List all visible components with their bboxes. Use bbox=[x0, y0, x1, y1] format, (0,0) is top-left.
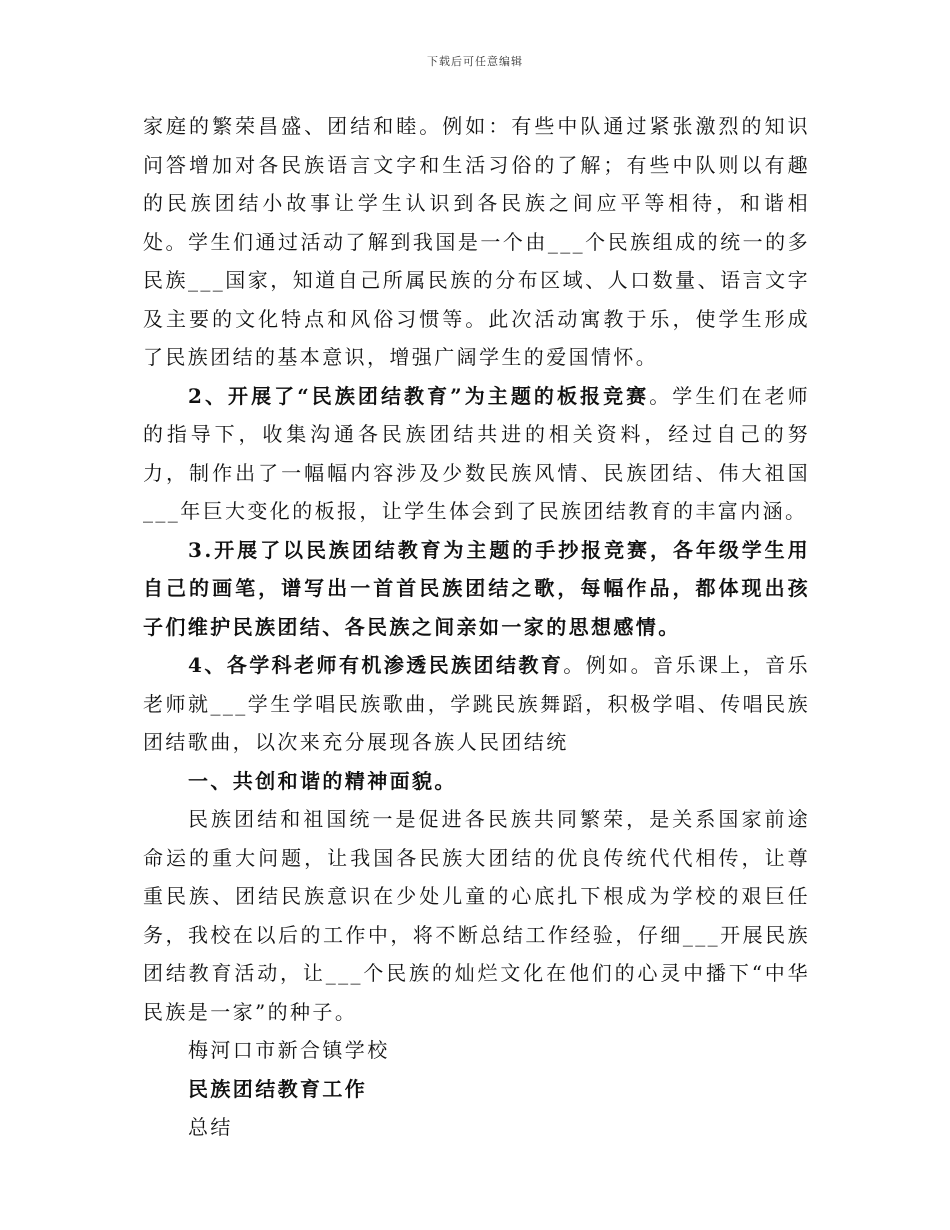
document-title: 民族团结教育工作 bbox=[188, 1076, 368, 1101]
section-heading: 一、共创和谐的精神面貌。 bbox=[188, 768, 457, 793]
item-2-text: 。学生们在老师的指导下，收集沟通各民族团结共进的相关资料，经过自己的努力，制作出了一幅幅内容涉及少数民族风情、民族团结、伟大祖国___年巨大变化的板报，让学生体会到了民族团结教育的丰富内涵。 bbox=[143, 383, 810, 523]
item-4-paragraph bbox=[143, 646, 810, 762]
item-4-text: 。例如。音乐课上，音乐老师就___学生学唱民族歌曲，学跳民族舞蹈，积极学唱、传唱民族团结歌曲，以次来充分展现各族人民团结统 bbox=[143, 653, 811, 754]
document-subtitle: 总结 bbox=[188, 1115, 233, 1139]
paragraph-conclusion: 民族团结和祖国统一是促进各民族共同繁荣，是关系国家前途命运的重大问题，让我国各民族大团结的优良传统代代相传，让尊重民族、团结民族意识在少处儿童的心底扎下根成为学校的艰巨任务，我校在以后的工作中，将不断总结工作经验，仔细___开展民族团结教育活动，让___个民族的灿烂文化在他们的心灵中播下“中华民族是一家”的种子。 bbox=[143, 807, 810, 1024]
item-3-paragraph: 3.开展了以民族团结教育为主题的手抄报竞赛，各年级学生用自己的画笔，谱写出一首首民族团结之歌，每幅作品，都体现出孩子们维护民族团结、各民族之间亲如一家的思想感情。 bbox=[143, 537, 810, 639]
paragraph-activities: 家庭的繁荣昌盛、团结和睦。例如：有些中队通过紧张激烈的知识问答增加对各民族语言文字和生活习俗的了解；有些中队则以有趣的民族团结小故事让学生认识到各民族之间应平等相待，和谐相处。学生们通过活动了解到我国是一个由___个民族组成的统一的多民族___国家，知道自己所属民族的分布区域、人口数量、语言文字及主要的文化特点和风俗习惯等。此次活动寓教于乐，使学生形成了民族团结的基本意识，增强广阔学生的爱国情怀。 bbox=[143, 114, 810, 369]
school-name: 梅河口市新合镇学校 bbox=[188, 1038, 390, 1062]
item-4-heading: 4、各学科老师有机渗透民族团结教育 bbox=[188, 653, 564, 677]
item-2-paragraph bbox=[143, 377, 810, 531]
page-header: 下载后可任意编辑 bbox=[427, 55, 523, 68]
document-body bbox=[143, 107, 810, 1147]
item-2-heading: 2、开展了“民族团结教育”为主题的板报竞赛 bbox=[188, 383, 650, 408]
